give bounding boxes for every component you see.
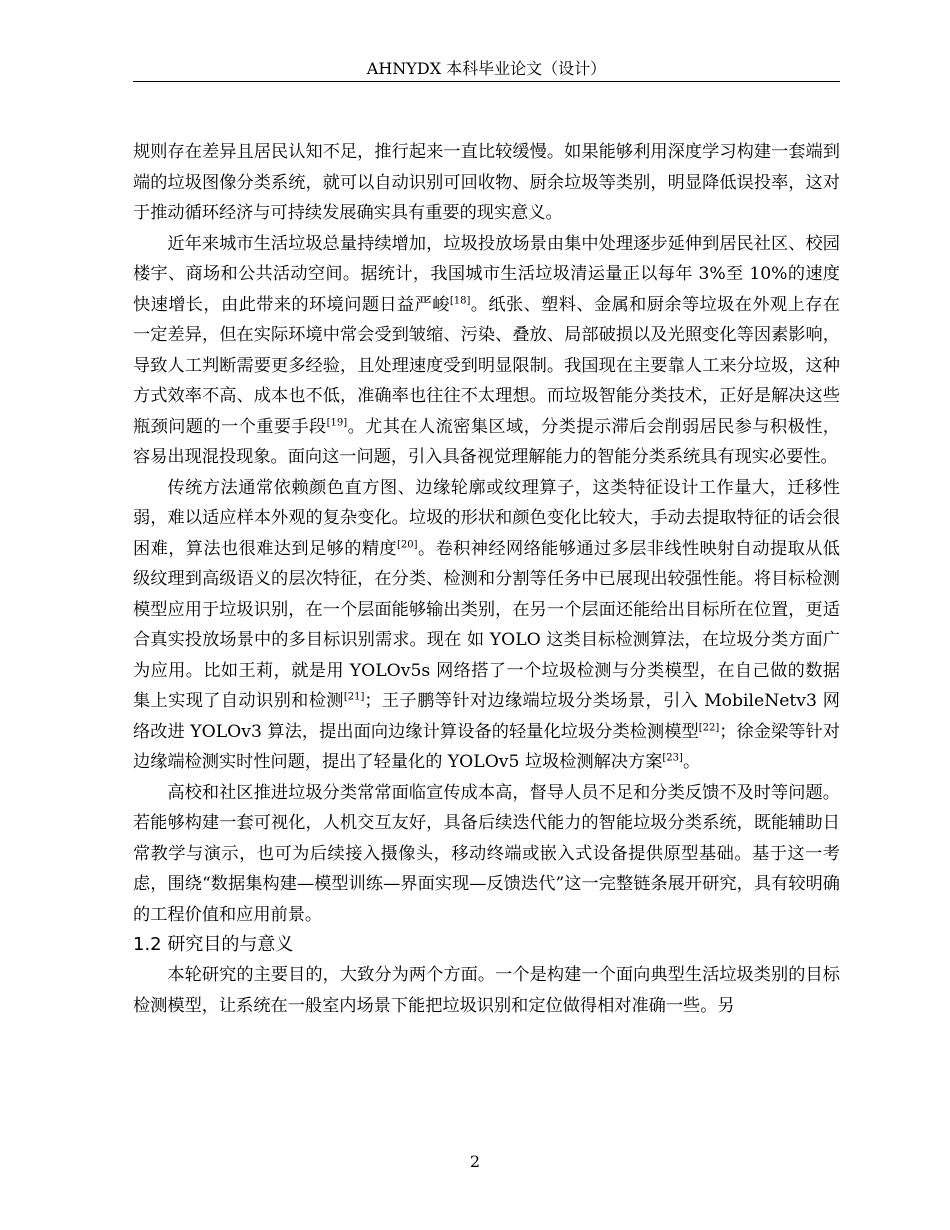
citation-ref: [21] — [343, 691, 365, 703]
paragraph-text: ；徐金梁等针对边缘端检测实时性问题，提出了轻量化的 YOLOv5 垃圾检测解决方案 — [133, 721, 840, 772]
paragraph-text: 。纸张、塑料、金属和厨余等垃圾在外观上存在一定差异，但在实际环境中常会受到皱缩、污染、叠放、局部破损以及光照变化等因素影响，导致人工判断需要更多经验，且处理速度受到明显限制。我国现在主要靠人工来分垃圾，这种方式效率不高、成本也不低，准确率也往往不太理想。而垃圾智能分类技术，正好是解决这些瓶颈问题的一个重要手段 — [133, 294, 840, 437]
paragraph-text: ；王子鹏等针对边缘端垃圾分类场景，引入 MobileNetv3 网络改进 YOLOv3 算法，提出面向边缘计算设备的轻量化垃圾分类检测模型 — [133, 691, 840, 742]
paragraph-background — [133, 229, 840, 473]
running-header: AHNYDX 本科毕业论文（设计） — [366, 59, 607, 78]
citation-ref: [23] — [662, 752, 683, 764]
paragraph-text: 近年来城市生活垃圾总量持续增加，垃圾投放场景由集中处理逐步延伸到居民社区、校园楼宇、商场和公共活动空间。据统计，我国城市生活垃圾清运量正以每年 3%至 10%的速度快速增长，由此带来的环境问题日益严峻 — [133, 233, 840, 315]
section-heading: 1.2 研究目的与意义 — [133, 934, 294, 955]
header-rule — [133, 81, 840, 82]
paragraph-application: 高校和社区推进垃圾分类常常面临宣传成本高，督导人员不足和分类反馈不及时等问题。若能够构建一套可视化，人机交互友好，具备后续迭代能力的智能垃圾分类系统，既能辅助日常教学与演示，也可为后续接入摄像头，移动终端或嵌入式设备提供原型基础。基于这一考虑，围绕“数据集构建—模型训练—界面实现—反馈迭代”这一完整链条展开研究，具有较明确的工程价值和应用前景。 — [133, 782, 840, 925]
paragraph-text: 。尤其在人流密集区域，分类提示滞后会削弱居民参与积极性，容易出现混投现象。面向这一问题，引入具备视觉理解能力的智能分类系统具有现实必要性。 — [133, 416, 840, 467]
body-text — [133, 137, 840, 1021]
paragraph-text: 。卷积神经网络能够通过多层非线性映射自动提取从低级纹理到高级语义的层次特征，在分类、检测和分割等任务中已展现出较强性能。将目标检测模型应用于垃圾识别，在一个层面能够输出类别，在另一个层面还能给出目标所在位置，更适合真实投放场景中的多目标识别需求。现在 如 YOLO 这类目标检测算法，在垃圾分类方面广为应用。比如王莉，就是用 YOLOv5s 网络搭了一个垃圾检测与分类模型，在自己做的数据集上实现了自动识别和检测 — [133, 538, 840, 711]
citation-ref: [19] — [326, 416, 348, 428]
paragraph-continuation: 规则存在差异且居民认知不足，推行起来一直比较缓慢。如果能够利用深度学习构建一套端到端的垃圾图像分类系统，就可以自动识别可回收物、厨余垃圾等类别，明显降低误投率，这对于推动循环经济与可持续发展确实具有重要的现实意义。 — [133, 142, 840, 223]
citation-ref: [20] — [397, 538, 418, 550]
page-number: 2 — [469, 1152, 481, 1171]
paragraph-methods — [133, 473, 840, 778]
citation-ref: [18] — [449, 294, 471, 306]
paragraph-text: 。 — [682, 752, 701, 772]
paragraph-text: 传统方法通常依赖颜色直方图、边缘轮廓或纹理算子，这类特征设计工作量大，迁移性弱，难以适应样本外观的复杂变化。垃圾的形状和颜色变化比较大，手动去提取特征的话会很困难，算法也很难达到足够的精度 — [133, 477, 840, 559]
paragraph-purpose: 本轮研究的主要目的，大致分为两个方面。一个是构建一个面向典型生活垃圾类别的目标检测模型，让系统在一般室内场景下能把垃圾识别和定位做得相对准确一些。另 — [133, 965, 840, 1016]
citation-ref: [22] — [698, 721, 720, 733]
